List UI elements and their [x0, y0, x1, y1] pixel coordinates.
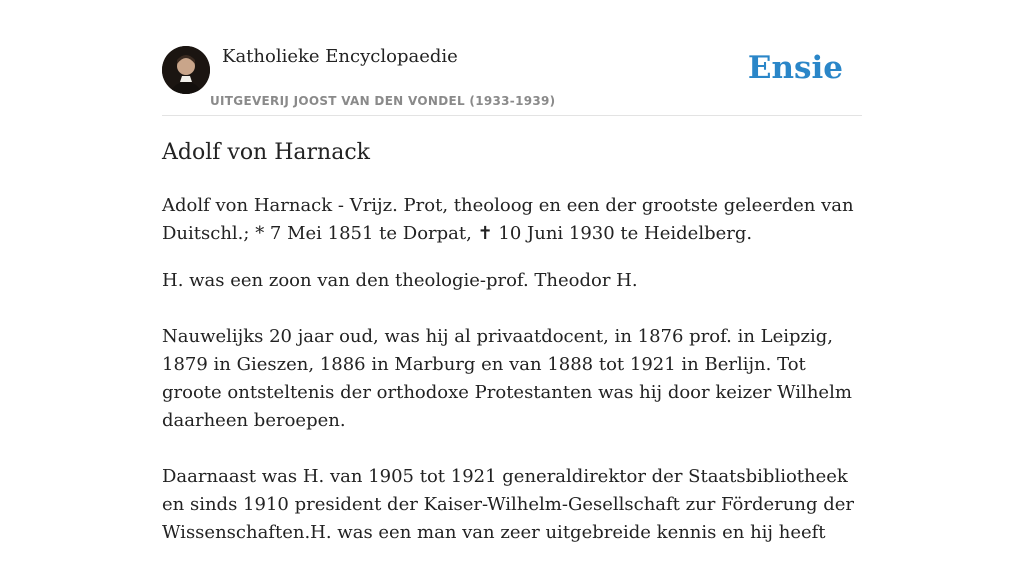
article-paragraph: H. was een zoon van den theologie-prof. Theodor H.: [162, 270, 638, 291]
article-paragraph: Adolf von Harnack - Vrijz. Prot, theoloog en een der grootste geleerden van Duitschl.; * 7 Mei 1851 te Dorpat, ✝ 10 Juni 1930 te Heidelberg.: [162, 195, 854, 244]
source-avatar-icon[interactable]: [162, 46, 210, 94]
article-paragraph: Daarnaast was H. van 1905 tot 1921 generaldirektor der Staatsbibliotheek en sinds 1910 president der Kaiser-Wilhelm-Gesellschaft zur Förderung der Wissenschaften.H. was een man van zeer uitgebreide kennis en hij heeft: [162, 466, 854, 543]
source-title[interactable]: Katholieke Encyclopaedie: [222, 46, 458, 67]
ensie-logo-link[interactable]: Ensie: [747, 50, 843, 86]
article-paragraph: Nauwelijks 20 jaar oud, was hij al privaatdocent, in 1876 prof. in Leipzig, 1879 in Gieszen, 1886 in Marburg en van 1888 tot 1921 in Berlijn. Tot groote ontsteltenis der orthodoxe Protestanten was hij door keizer Wilhelm daarheen beroepen.: [162, 326, 852, 431]
article-title: Adolf von Harnack: [162, 140, 370, 165]
header-divider: [162, 115, 862, 116]
publisher-label: UITGEVERIJ JOOST VAN DEN VONDEL (1933-1939): [210, 94, 556, 108]
article-body: [162, 192, 862, 566]
